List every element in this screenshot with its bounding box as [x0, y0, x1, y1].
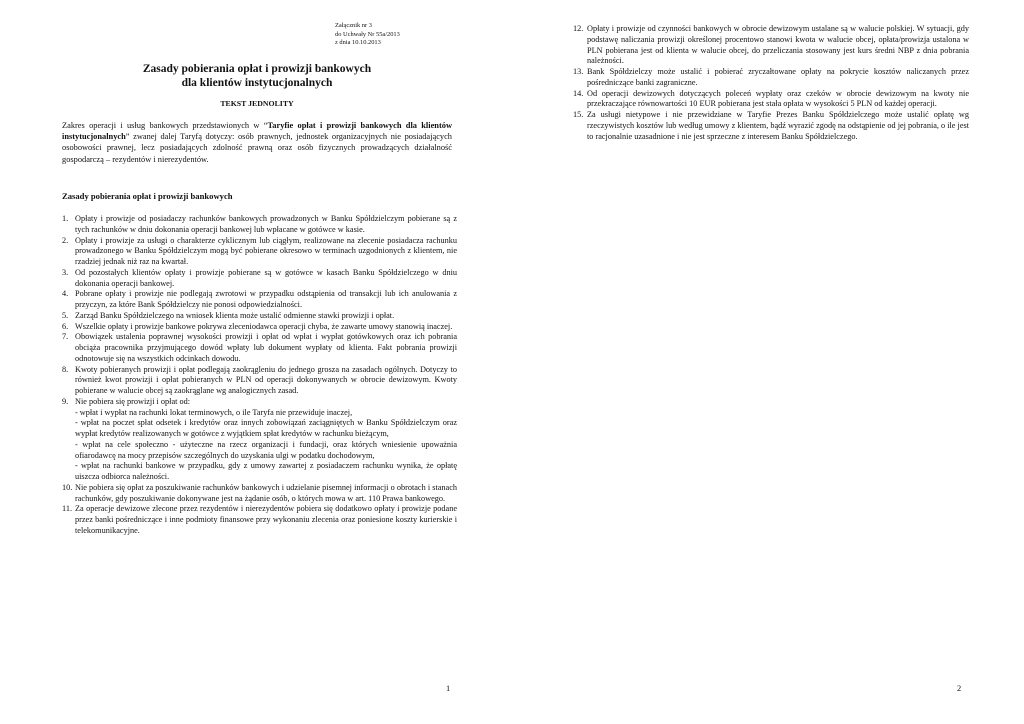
rule-text: Zarząd Banku Spółdzielczego na wniosek klienta może ustalić odmienne stawki prowizji i opłat.	[75, 310, 395, 320]
intro-paragraph	[62, 120, 452, 165]
rule-text: Od operacji dewizowych dotyczących poleceń wypłaty oraz czeków w obrocie dewizowym na kwoty nie przekraczające równowartości 10 EUR pobierana jest stała opłata w wysokości 5 PLN od każdej operacji.	[587, 88, 969, 109]
rule-text: Nie pobiera się opłat za poszukiwanie rachunków bankowych i udzielanie pisemnej informacji o obrotach i stanach rachunków, gdy poszukiwanie dokonywane jest na żądanie osób, o których mowa w art. 110 Prawa bankowego.	[75, 482, 457, 503]
intro-suffix: ” zwanej dalej Taryfą dotyczy: osób prawnych, jednostek organizacyjnych nie posiadających osobowości prawnej, lecz posiadających zdolność prawną oraz osób fizycznych prowadzących działalność gospodarczą – rezydentów i nierezydentów.	[62, 132, 452, 164]
rule-item	[62, 322, 457, 333]
rule-text: Obowiązek ustalenia poprawnej wysokości prowizji i opłat od wpłat i wypłat gotówkowych oraz ich pobrania obciąża pracownika przyjmującego dowód wpłaty lub dokument wypłaty od klienta. Fakt pobrania prowizji odnotowuje się na wszystkich odcinkach dowodu.	[75, 332, 457, 363]
rule-item	[62, 483, 457, 505]
document-subtitle: TEKST JEDNOLITY	[220, 99, 294, 108]
rule-number: 15.	[573, 110, 584, 119]
rule-number: 10.	[62, 482, 73, 492]
rule-item	[62, 332, 457, 364]
rule-item	[62, 365, 457, 397]
rule-number: 1.	[62, 214, 69, 223]
page-number-2: 2	[957, 684, 962, 693]
rule-text: Wszelkie opłaty i prowizje bankowe pokrywa zleceniodawca operacji chyba, że zawarte umowy stanowią inaczej.	[75, 321, 453, 331]
rule-number: 9.	[62, 396, 69, 406]
rule-item	[573, 24, 969, 67]
rule-item	[62, 311, 457, 322]
rule-text: Nie pobiera się prowizji i opłat od:	[75, 396, 191, 406]
rule-text: Od pozostałych klientów opłaty i prowizje pobierane są w gotówce w kasach Banku Spółdzielczego w dniu dokonania operacji bankowej.	[75, 267, 457, 288]
rule-item	[573, 67, 969, 89]
rule-number: 5.	[62, 310, 69, 320]
rule-text: Za operacje dewizowe zlecone przez rezydentów i nierezydentów pobiera się dodatkowo opłaty i prowizje podane przez banki pośredniczące i inne podmioty finansowe przy wykonaniu zlecenia oraz poniesione koszty kurierskie i telekomunikacyjne.	[75, 504, 457, 535]
rule-item	[573, 110, 969, 142]
rule-number: 2.	[62, 235, 69, 245]
section-heading: Zasady pobierania opłat i prowizji bankowych	[62, 191, 233, 201]
intro-bold: Taryfie opłat i prowizji bankowych dla klientów instytucjonalnych	[62, 121, 452, 142]
rule-text: Kwoty pobieranych prowizji i opłat podlegają zaokrągleniu do jednego grosza na zasadach ogólnych. Dotyczy to również kwot prowizji i opłat pobieranych w PLN od operacji dokonywanych w obrocie dewizowym. Kwoty pobierane w walucie obcej są zaokrąglane wg analogicznych zasad.	[75, 364, 457, 395]
rule-number: 11.	[62, 504, 73, 514]
exemption-item: - wpłat na poczet spłat odsetek i kredytów oraz innych zobowiązań zaciągniętych w Banku Spółdzielczym oraz wypłat kredytów realizowanych w gotówce z wyjątkiem spłat kredytów w rachunku bieżącym,	[75, 418, 457, 438]
intro-prefix: Zakres operacji i usług bankowych przedstawionych w “	[62, 121, 268, 130]
rule-number: 4.	[62, 289, 69, 299]
rule-text: Opłaty i prowizje od czynności bankowych w obrocie dewizowym ustalane są w walucie polskiej. W sytuacji, gdy podstawę naliczania prowizji określonej procentowo stanowi kwota w walucie obcej, opłata/prowizja ustalona w PLN pobierana jest od klienta w walucie obcej, do przeliczania stosowany jest kurs średni NBP z dnia pobrania należności.	[587, 24, 969, 66]
rule-item	[573, 89, 969, 111]
rule-item	[62, 214, 457, 236]
rule-number: 8.	[62, 364, 69, 374]
rule-number: 3.	[62, 267, 69, 277]
rule-text: Opłaty i prowizje od posiadaczy rachunków bankowych prowadzonych w Banku Spółdzielczym pobierane są z tych rachunków w dniu dokonania operacji bankowej lub wpłacane w gotówce w kasie.	[75, 214, 457, 234]
rules-list-right	[573, 24, 969, 142]
rule-number: 12.	[573, 24, 584, 33]
attachment-line-3: z dnia 10.10.2013	[335, 39, 381, 47]
document-title	[62, 63, 452, 91]
title-line-2: dla klientów instytucjonalnych	[181, 76, 333, 89]
rule-text: Pobrane opłaty i prowizje nie podlegają zwrotowi w przypadku odstąpienia od transakcji lub ich anulowania z przyczyn, za które Bank Spółdzielczy nie ponosi odpowiedzialności.	[75, 289, 457, 309]
exemption-item: - wpłat na rachunki bankowe w przypadku, gdy z umowy zawartej z posiadaczem rachunku wynika, że opłatę uiszcza odbiorca należności.	[75, 461, 457, 481]
rule-number: 7.	[62, 332, 69, 342]
exemption-item: - wpłat i wypłat na rachunki lokat terminowych, o ile Taryfa nie przewiduje inaczej,	[75, 407, 353, 417]
rule-text: Bank Spółdzielczy może ustalić i pobierać zryczałtowane opłaty na pokrycie kosztów naliczanych przez pośredniczące banki zagraniczne.	[587, 67, 969, 87]
exemption-item: - wpłat na cele społeczno - użyteczne na rzecz organizacji i fundacji, oraz których wniesienie upoważnia ofiarodawcę na mocy przepisów szczególnych do uzyskania ulgi w podatku dochodowym,	[75, 439, 457, 460]
rule-text: Opłaty i prowizje za usługi o charakterze cyklicznym lub ciągłym, realizowane na zlecenie posiadacza rachunku prowadzonego w Banku Spółdzielczym mogą być pobierane okresowo w terminach uzgodnionych z klientem, nie rzadziej jednak niż raz na kwartał.	[75, 235, 457, 266]
rule-item	[62, 504, 457, 536]
rule-item	[62, 289, 457, 311]
rule-item	[62, 268, 457, 290]
rule-number: 13.	[573, 67, 584, 76]
rule-number: 14.	[573, 88, 584, 98]
rule-item	[62, 397, 457, 483]
rule-item	[62, 236, 457, 268]
attachment-note	[335, 22, 455, 48]
page-number-1: 1	[446, 684, 451, 693]
rule-text: Za usługi nietypowe i nie przewidziane w Taryfie Prezes Banku Spółdzielczego może ustalić opłatę wg rzeczywistych kosztów lub według umowy z klientem, bądź wyrazić zgodę na odstąpienie od jej pobrania, o ile jest to racjonalnie uzasadnione i nie jest sprzeczne z interesem Banku Spółdzielczego.	[587, 110, 969, 141]
rules-list-left	[62, 214, 457, 537]
title-line-1: Zasady pobierania opłat i prowizji bankowych	[142, 63, 372, 75]
attachment-line-2: do Uchwały Nr 55a/2013	[335, 30, 400, 38]
attachment-line-1: Załącznik nr 3	[335, 22, 372, 29]
rule-number: 6.	[62, 321, 69, 331]
